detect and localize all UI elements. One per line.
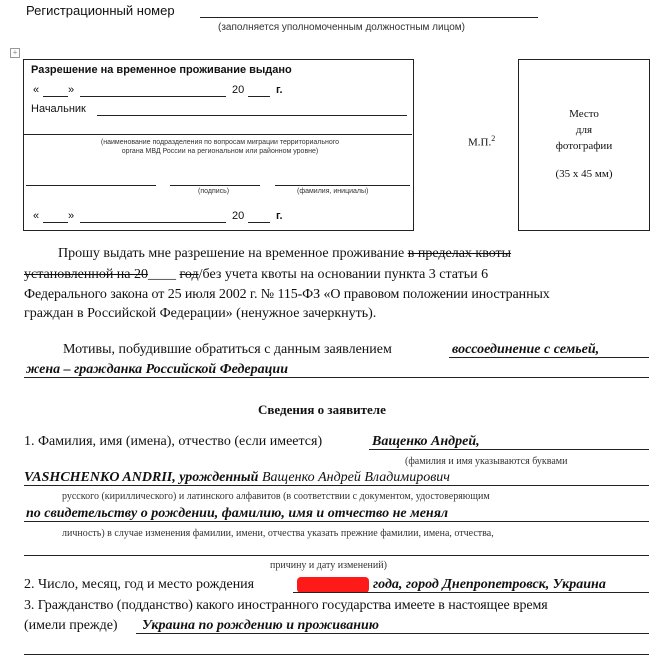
- item2-label: 2. Число, месяц, год и место рождения: [24, 577, 255, 592]
- dept-line[interactable]: [24, 134, 412, 135]
- sign-year-prefix: 20: [232, 210, 245, 222]
- item1-hint1: (фамилия и имя указываются буквами: [405, 456, 568, 467]
- item1-born-label: урожденный: [179, 470, 259, 485]
- sign-day-line[interactable]: [43, 222, 68, 223]
- request-line4: граждан в Российской Федерации» (ненужное зачеркнуть).: [24, 306, 377, 321]
- signature-line-left[interactable]: [26, 185, 156, 186]
- stamp-footnote: 2: [491, 134, 496, 143]
- request-line3: Федерального закона от 25 июля 2002 г. № 115-ФЗ «О правовом положении иностранных: [24, 287, 550, 302]
- birthdate-redaction: [297, 577, 369, 593]
- item1-line4: [24, 555, 649, 556]
- sign-year-suffix: г.: [276, 210, 283, 222]
- request-struck-quota: в пределах квоты: [407, 246, 512, 261]
- item3-label2: (имели прежде): [24, 618, 118, 633]
- permit-title: Разрешение на временное проживание выдано: [31, 64, 292, 76]
- permit-year-suffix: г.: [276, 84, 283, 96]
- item1-line3: [24, 521, 649, 522]
- signature-hint: (подпись): [198, 188, 230, 195]
- request-line1: [58, 246, 511, 262]
- request-line2: установленной на 20____ год/без учета квоты на основании пункта 3 статьи 6: [24, 267, 489, 282]
- item3-line: [136, 633, 649, 634]
- item1-value2[interactable]: [24, 470, 450, 486]
- item2-value[interactable]: года, город Днепропетровск, Украина: [373, 577, 606, 592]
- section-title: Сведения о заявителе: [258, 402, 386, 417]
- registration-hint: (заполняется уполномоченным должностным лицом): [218, 22, 465, 33]
- name-line[interactable]: [275, 185, 410, 186]
- motives-line1: [449, 357, 649, 358]
- permit-year-line[interactable]: [248, 96, 270, 97]
- request-text: Прошу выдать мне разрешение на временное проживание: [58, 246, 408, 261]
- item1-label: 1. Фамилия, имя (имена), отчество (если имеется): [24, 434, 323, 449]
- photo-size: (35 x 45 мм): [555, 168, 613, 180]
- registration-label: Регистрационный номер: [26, 3, 175, 18]
- item1-line1: [369, 449, 649, 450]
- permit-month-line[interactable]: [80, 96, 226, 97]
- request-struck-god: год: [179, 267, 199, 282]
- photo-caption: [519, 106, 649, 182]
- chief-line[interactable]: [97, 115, 407, 116]
- photo-line3: фотографии: [555, 140, 613, 152]
- sign-month-line[interactable]: [80, 222, 226, 223]
- table-move-handle-icon[interactable]: +: [10, 48, 20, 58]
- name-hint: (фамилия, инициалы): [297, 188, 369, 195]
- item1-latin-name: VASHCHENKO ANDRII,: [24, 470, 176, 485]
- permit-quote-open: «: [33, 84, 40, 96]
- photo-line2: для: [575, 124, 593, 136]
- item1-value3[interactable]: по свидетельству о рождении, фамилию, имя и отчество не менял: [26, 506, 449, 521]
- item1-hint3: личность) в случае изменения фамилии, имени, отчества указать прежние фамилии, имена, отчества,: [62, 528, 494, 539]
- photo-line1: Место: [569, 108, 599, 120]
- motives-value1[interactable]: воссоединение с семьей,: [452, 342, 600, 357]
- permit-quote-close: »: [68, 84, 75, 96]
- motives-label: Мотивы, побудившие обратиться с данным заявлением: [63, 342, 392, 357]
- item1-hint4: причину и дату изменений): [270, 560, 387, 571]
- permit-year-prefix: 20: [232, 84, 245, 96]
- motives-value2[interactable]: жена – гражданка Российской Федерации: [26, 362, 288, 377]
- item1-hint2: русского (кириллического) и латинского алфавитов (в соответствии с документом, удостоверяющим: [62, 491, 490, 502]
- chief-label: Начальник: [31, 103, 86, 115]
- item1-line2: [24, 485, 649, 486]
- dept-hint: (наименование подразделения по вопросам миграции территориального органа МВД России на региональном или районном уровне): [100, 139, 340, 155]
- motives-line2: [24, 377, 649, 378]
- sign-quote-open: «: [33, 210, 40, 222]
- item1-birth-name: Ващенко Андрей Владимирович: [261, 470, 450, 485]
- item3-label: 3. Гражданство (подданство) какого иностранного государства имеете в настоящее время: [24, 598, 548, 613]
- request-year-blank: ____: [148, 267, 177, 282]
- item2-line: [293, 592, 649, 593]
- stamp-label: М.П.: [468, 136, 492, 149]
- permit-day-line[interactable]: [43, 96, 68, 97]
- item3-value[interactable]: Украина по рождению и проживанию: [142, 618, 380, 633]
- request-rest: без учета квоты на основании пункта 3 статьи 6: [202, 267, 489, 282]
- sign-year-line[interactable]: [248, 222, 270, 223]
- sign-quote-close: »: [68, 210, 75, 222]
- request-struck-year: установленной на 20: [24, 267, 149, 282]
- registration-line[interactable]: [200, 17, 538, 18]
- item3-line2: [24, 654, 649, 655]
- stamp-place: [468, 134, 495, 149]
- item1-value1[interactable]: Ващенко Андрей,: [372, 434, 480, 449]
- signature-line[interactable]: [170, 185, 260, 186]
